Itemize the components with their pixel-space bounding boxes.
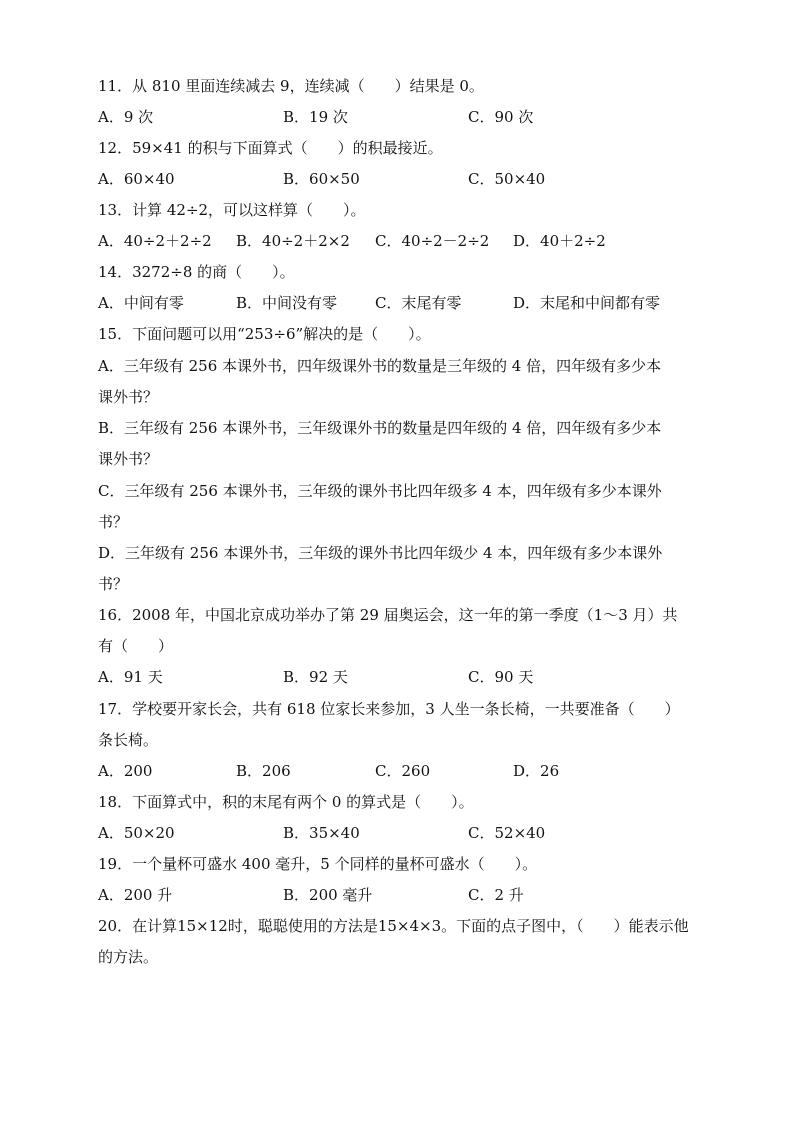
question-11-stem: 11．从 810 里面连续减去 9，连续减（ ）结果是 0。 bbox=[98, 77, 484, 95]
question-13-stem: 13．计算 42÷2，可以这样算（ ）。 bbox=[98, 201, 366, 219]
option-d-line-1: D．三年级有 256 本课外书，三年级的课外书比四年级少 4 本，四年级有多少本课外 bbox=[98, 544, 663, 562]
option-c: C．50×40 bbox=[468, 170, 546, 188]
option-a: A．9 次 bbox=[98, 108, 154, 126]
option-b: B．中间没有零 bbox=[236, 294, 338, 312]
option-c-line-2: 书？ bbox=[98, 513, 129, 531]
option-c: C．2 升 bbox=[468, 886, 524, 904]
question-18-stem: 18．下面算式中，积的末尾有两个 0 的算式是（ ）。 bbox=[98, 793, 474, 811]
option-b-line-1: B．三年级有 256 本课外书，三年级课外书的数量是四年级的 4 倍，四年级有多少本 bbox=[98, 419, 662, 437]
option-c: C．52×40 bbox=[468, 824, 546, 842]
option-a: A．50×20 bbox=[98, 824, 175, 842]
option-d: D．末尾和中间都有零 bbox=[513, 294, 661, 312]
option-b: B．40÷2＋2×2 bbox=[236, 232, 350, 250]
option-b: B．92 天 bbox=[283, 668, 348, 686]
option-c: C．260 bbox=[375, 762, 431, 780]
option-a-line-1: A．三年级有 256 本课外书，四年级课外书的数量是三年级的 4 倍，四年级有多少本 bbox=[98, 357, 662, 375]
option-a: A．中间有零 bbox=[98, 294, 184, 312]
option-b: B．206 bbox=[236, 762, 291, 780]
option-a-line-2: 课外书？ bbox=[98, 388, 159, 406]
option-c: C．末尾有零 bbox=[375, 294, 462, 312]
question-17-stem-line-1: 17．学校要开家长会，共有 618 位家长来参加，3 人坐一条长椅，一共要准备（ ） bbox=[98, 700, 680, 718]
option-d: D．26 bbox=[513, 762, 560, 780]
option-a: A．60×40 bbox=[98, 170, 175, 188]
option-a: A．200 bbox=[98, 762, 153, 780]
option-c-line-1: C．三年级有 256 本课外书，三年级的课外书比四年级多 4 本，四年级有多少本课外 bbox=[98, 482, 662, 500]
question-16-stem-line-2: 有（ ） bbox=[98, 637, 174, 655]
question-14-stem: 14．3272÷8 的商（ ）。 bbox=[98, 263, 295, 281]
question-12-stem: 12．59×41 的积与下面算式（ ）的积最接近。 bbox=[98, 139, 443, 157]
option-b-line-2: 课外书？ bbox=[98, 450, 159, 468]
option-d-line-2: 书？ bbox=[98, 575, 129, 593]
option-b: B．60×50 bbox=[283, 170, 360, 188]
option-d: D．40＋2÷2 bbox=[513, 232, 606, 250]
option-b: B．19 次 bbox=[283, 108, 348, 126]
question-20-stem-line-1: 20．在计算15×12时，聪聪使用的方法是15×4×3。下面的点子图中，（ ）能表示他 bbox=[98, 917, 689, 935]
option-b: B．35×40 bbox=[283, 824, 360, 842]
question-17-stem-line-2: 条长椅。 bbox=[98, 731, 159, 749]
question-16-stem-line-1: 16．2008 年，中国北京成功举办了第 29 届奥运会，这一年的第一季度（1～3 月）共 bbox=[98, 606, 678, 624]
option-c: C．40÷2－2÷2 bbox=[375, 232, 490, 250]
option-a: A．91 天 bbox=[98, 668, 163, 686]
question-20-stem-line-2: 的方法。 bbox=[98, 948, 159, 966]
option-b: B．200 毫升 bbox=[283, 886, 373, 904]
option-c: C．90 次 bbox=[468, 108, 534, 126]
question-19-stem: 19．一个量杯可盛水 400 毫升，5 个同样的量杯可盛水（ ）。 bbox=[98, 855, 538, 873]
option-a: A．40÷2＋2÷2 bbox=[98, 232, 212, 250]
option-c: C．90 天 bbox=[468, 668, 534, 686]
option-a: A．200 升 bbox=[98, 886, 173, 904]
question-15-stem: 15．下面问题可以用“253÷6”解决的是（ ）。 bbox=[98, 325, 431, 343]
